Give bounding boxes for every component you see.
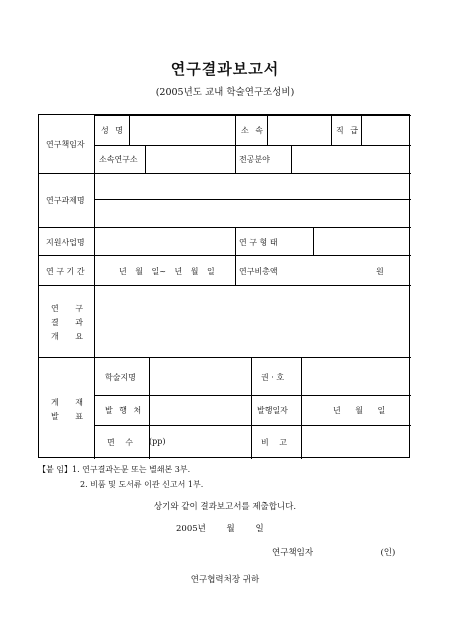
position-label: 직 급 xyxy=(336,126,360,135)
publisher-field[interactable] xyxy=(150,396,250,424)
attachment-line-1: 【붙 임】1. 연구결과논문 또는 별쇄본 3부. xyxy=(38,465,191,474)
project-label: 연구과제명 xyxy=(46,196,85,205)
budget-unit: 원 xyxy=(376,267,384,276)
publish-label-2: 발 표 xyxy=(51,412,83,421)
summary-field[interactable] xyxy=(95,286,411,356)
form-label: 연 구 형 태 xyxy=(239,238,278,247)
publish-label-1: 게 재 xyxy=(51,398,83,407)
applicant-line xyxy=(272,546,395,558)
form-field[interactable] xyxy=(314,228,410,254)
attachment-line-2: 2. 비품 및 도서류 이관 신고서 1부. xyxy=(80,480,204,489)
submission-date: 2005년 월 일 xyxy=(176,524,264,534)
remarks-label: 비 고 xyxy=(261,438,287,447)
program-field[interactable] xyxy=(95,228,234,254)
attachments-notes xyxy=(38,462,203,492)
dept-label: 소속연구소 xyxy=(99,155,138,164)
researcher-label: 연구책임자 xyxy=(46,140,85,149)
pages-label: 면 수 xyxy=(107,438,133,447)
summary-label-3: 개 요 xyxy=(51,332,83,341)
volume-label: 권 · 호 xyxy=(261,373,285,382)
applicant-label: 연구책임자 xyxy=(272,548,314,558)
summary-label-2: 결 과 xyxy=(51,318,83,327)
pub-date-label: 발행일자 xyxy=(257,406,288,415)
remarks-field[interactable] xyxy=(302,426,410,458)
seal-mark: (인) xyxy=(380,548,396,558)
grid-line xyxy=(235,115,236,173)
journal-label: 학술지명 xyxy=(105,373,136,382)
affiliation-field[interactable] xyxy=(268,116,330,144)
affiliation-label: 소 속 xyxy=(241,126,265,135)
publisher-label: 발 행 처 xyxy=(105,406,144,415)
program-label: 지원사업명 xyxy=(46,238,85,247)
summary-label-1: 연 구 xyxy=(51,304,83,313)
period-value: 년 월 일~ 년 월 일 xyxy=(119,267,215,276)
grid-line xyxy=(94,395,411,396)
grid-line xyxy=(331,115,332,145)
volume-field[interactable] xyxy=(302,358,410,394)
name-field[interactable] xyxy=(130,116,234,144)
page-title: 연구결과보고서 xyxy=(170,60,280,78)
major-field[interactable] xyxy=(292,146,410,172)
dept-field[interactable] xyxy=(146,146,234,172)
grid-line xyxy=(251,357,252,459)
journal-field[interactable] xyxy=(150,358,250,394)
report-form-table xyxy=(38,114,410,458)
period-label: 연 구 기 간 xyxy=(46,267,85,276)
project-title-field[interactable] xyxy=(95,174,411,226)
name-label: 성 명 xyxy=(101,126,125,135)
grid-line xyxy=(235,227,236,285)
pub-date-value: 년 월 일 xyxy=(333,406,386,415)
submission-statement: 상기와 같이 결과보고서를 제출합니다. xyxy=(153,502,297,512)
position-field[interactable] xyxy=(362,116,410,144)
page-subtitle: (2005년도 교내 학술연구조성비) xyxy=(155,87,295,98)
pages-unit: (pp) xyxy=(149,437,166,446)
budget-label: 연구비총액 xyxy=(239,267,278,276)
major-label: 전공분야 xyxy=(239,155,270,164)
recipient-line: 연구협력처장 귀하 xyxy=(190,575,260,585)
